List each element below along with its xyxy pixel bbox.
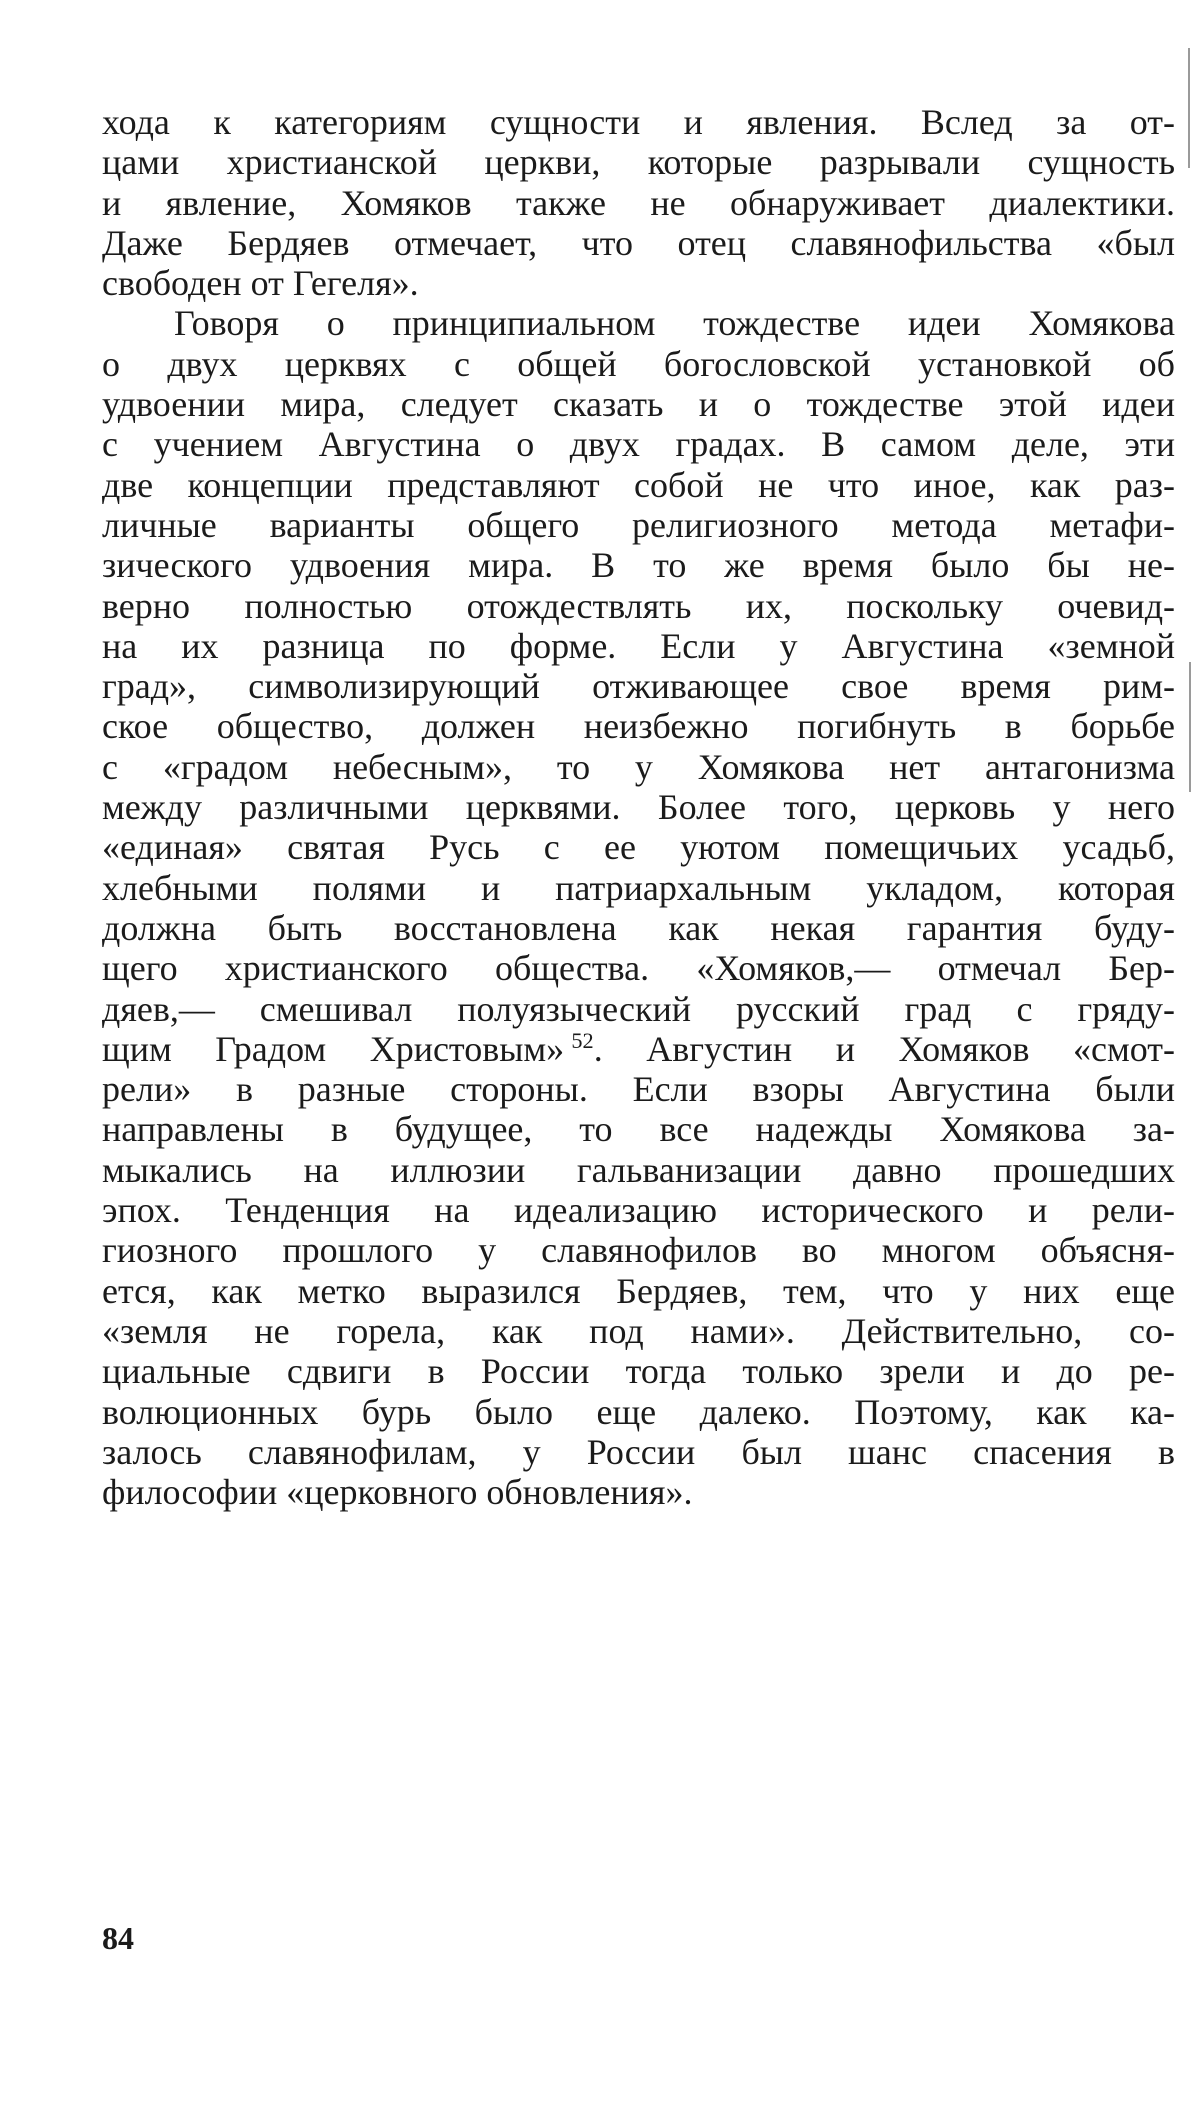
text-line: личные варианты общего религиозного метода метафи- xyxy=(102,504,1175,545)
text-line: две концепции представляют собой не что иное, как раз- xyxy=(102,464,1175,505)
text-line: хлебными полями и патриархальным укладом, которая xyxy=(102,867,1175,908)
text-line: философии «церковного обновления». xyxy=(102,1472,693,1513)
text-line: гиозного прошлого у славянофилов во многом объясня- xyxy=(102,1230,1175,1271)
scan-edge-mark-middle xyxy=(1189,662,1191,792)
text-line: между различными церквями. Более того, церковь у него xyxy=(102,787,1175,828)
text-line: и явление, Хомяков также не обнаруживает диалектики. xyxy=(102,182,1175,223)
page-number: 84 xyxy=(102,1920,134,1956)
text-line: Говоря о принципиальном тождестве идеи Хомякова xyxy=(174,303,1175,344)
text-line: ется, как метко выразился Бердяев, тем, что у них еще xyxy=(102,1270,1175,1311)
text-line: хода к категориям сущности и явления. Вслед за от- xyxy=(102,102,1175,142)
text-line: волюционных бурь было еще далеко. Поэтому, как ка- xyxy=(102,1391,1175,1432)
text-line: удвоении мира, следует сказать и о тождестве этой идеи xyxy=(102,384,1175,425)
text-line: с учением Августина о двух градах. В самом деле, эти xyxy=(102,424,1175,465)
body-text xyxy=(102,102,1175,1512)
text-line: «земля не горела, как под нами». Действительно, со- xyxy=(102,1310,1175,1351)
text-line: Даже Бердяев отмечает, что отец славянофильства «был xyxy=(102,222,1175,263)
line-text: . Августин и Хомяков «смот- xyxy=(593,1028,1176,1069)
text-line: на их разница по форме. Если у Августина «земной xyxy=(102,625,1175,666)
text-line: залось славянофилам, у России был шанс спасения в xyxy=(102,1431,1175,1472)
text-line: верно полностью отождествлять их, поскольку очевид- xyxy=(102,585,1175,626)
text-line: «единая» святая Русь с ее уютом помещичьих усадьб, xyxy=(102,827,1175,868)
footnote-reference[interactable]: 52 xyxy=(571,1027,594,1053)
text-line: о двух церквях с общей богословской установкой об xyxy=(102,343,1175,384)
text-line: направлены в будущее, то все надежды Хомякова за- xyxy=(102,1109,1175,1150)
text-line: рели» в разные стороны. Если взоры Августина были xyxy=(102,1069,1175,1110)
scan-edge-mark-top xyxy=(1188,48,1190,168)
text-line: щего христианского общества. «Хомяков,— отмечал Бер- xyxy=(102,948,1175,989)
text-line: эпох. Тенденция на идеализацию исторического и рели- xyxy=(102,1190,1175,1231)
text-line: должна быть восстановлена как некая гарантия буду- xyxy=(102,907,1175,948)
text-line: с «градом небесным», то у Хомякова нет антагонизма xyxy=(102,746,1175,787)
line-text: щим Градом Христовым» xyxy=(102,1028,565,1069)
text-line: зического удвоения мира. В то же время было бы не- xyxy=(102,545,1175,586)
text-line-with-footnote xyxy=(102,1029,1175,1069)
text-line: ское общество, должен неизбежно погибнуть в борьбе xyxy=(102,706,1175,747)
text-line: цами христианской церкви, которые разрывали сущность xyxy=(102,142,1175,183)
text-line: град», символизирующий отживающее свое время рим- xyxy=(102,666,1175,707)
text-line: свободен от Гегеля». xyxy=(102,263,419,304)
text-line: дяев,— смешивал полуязыческий русский град с гряду- xyxy=(102,988,1175,1029)
text-line: циальные сдвиги в России тогда только зрели и до ре- xyxy=(102,1351,1175,1392)
text-line: мыкались на иллюзии гальванизации давно прошедших xyxy=(102,1149,1175,1190)
